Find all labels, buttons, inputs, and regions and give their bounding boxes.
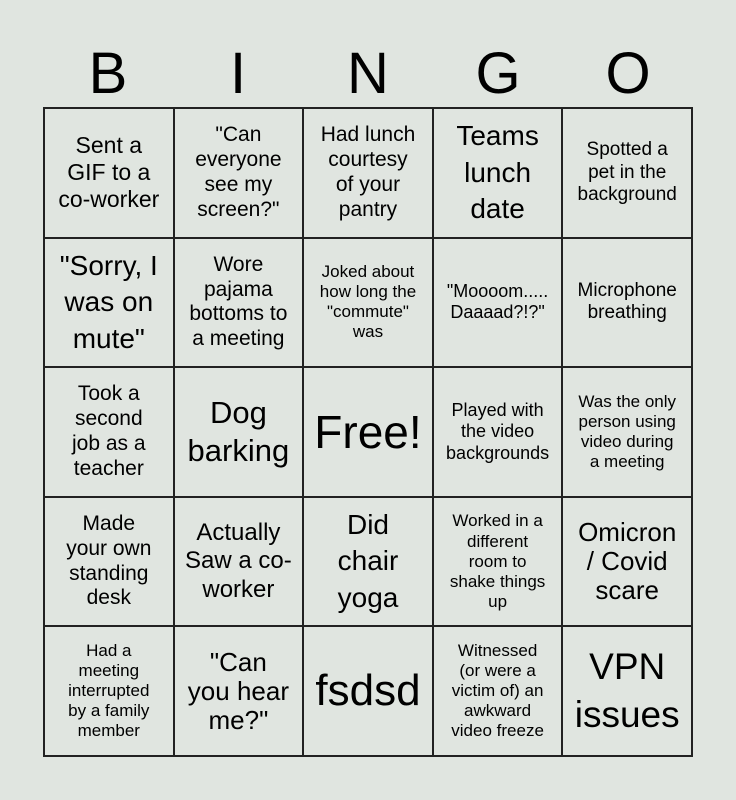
bingo-cell-r2c1[interactable]: "Sorry, I was on mute" bbox=[44, 238, 174, 368]
bingo-board bbox=[43, 107, 693, 757]
bingo-cell-r2c3[interactable]: Joked about how long the "commute" was bbox=[303, 238, 433, 368]
header-letter-n: N bbox=[347, 41, 389, 106]
bingo-cell-r3c4[interactable]: Played with the video backgrounds bbox=[433, 367, 563, 497]
header-letter-i: I bbox=[229, 41, 247, 106]
bingo-cell-r1c5[interactable]: Spotted a pet in the background bbox=[562, 108, 692, 238]
bingo-cell-r5c5[interactable]: VPN issues bbox=[562, 626, 692, 756]
bingo-cell-r4c4[interactable]: Worked in a different room to shake things up bbox=[433, 497, 563, 627]
bingo-cell-r4c2[interactable]: Actually Saw a co- worker bbox=[174, 497, 304, 627]
bingo-cell-r5c1[interactable]: Had a meeting interrupted by a family member bbox=[44, 626, 174, 756]
bingo-cell-r4c3[interactable]: Did chair yoga bbox=[303, 497, 433, 627]
bingo-cell-r4c5[interactable]: Omicron / Covid scare bbox=[562, 497, 692, 627]
header-letter-b: B bbox=[88, 41, 128, 106]
bingo-cell-r5c3[interactable]: fsdsd bbox=[303, 626, 433, 756]
bingo-cell-r3c2[interactable]: Dog barking bbox=[174, 367, 304, 497]
bingo-cell-r2c5[interactable]: Microphone breathing bbox=[562, 238, 692, 368]
bingo-cell-r3c1[interactable]: Took a second job as a teacher bbox=[44, 367, 174, 497]
bingo-cell-r1c1[interactable]: Sent a GIF to a co-worker bbox=[44, 108, 174, 238]
bingo-cell-r1c2[interactable]: "Can everyone see my screen?" bbox=[174, 108, 304, 238]
bingo-cell-r1c3[interactable]: Had lunch courtesy of your pantry bbox=[303, 108, 433, 238]
bingo-cell-r5c2[interactable]: "Can you hear me?" bbox=[174, 626, 304, 756]
bingo-cell-r2c2[interactable]: Wore pajama bottoms to a meeting bbox=[174, 238, 304, 368]
bingo-cell-r2c4[interactable]: "Moooom..... Daaaad?!?" bbox=[433, 238, 563, 368]
bingo-cell-r1c4[interactable]: Teams lunch date bbox=[433, 108, 563, 238]
bingo-cell-r4c1[interactable]: Made your own standing desk bbox=[44, 497, 174, 627]
bingo-cell-r5c4[interactable]: Witnessed (or were a victim of) an awkward video freeze bbox=[433, 626, 563, 756]
header-letter-o: O bbox=[605, 41, 651, 106]
bingo-cell-free[interactable]: Free! bbox=[303, 367, 433, 497]
bingo-header bbox=[43, 40, 693, 108]
header-letter-g: G bbox=[475, 41, 521, 106]
bingo-cell-r3c5[interactable]: Was the only person using video during a meeting bbox=[562, 367, 692, 497]
